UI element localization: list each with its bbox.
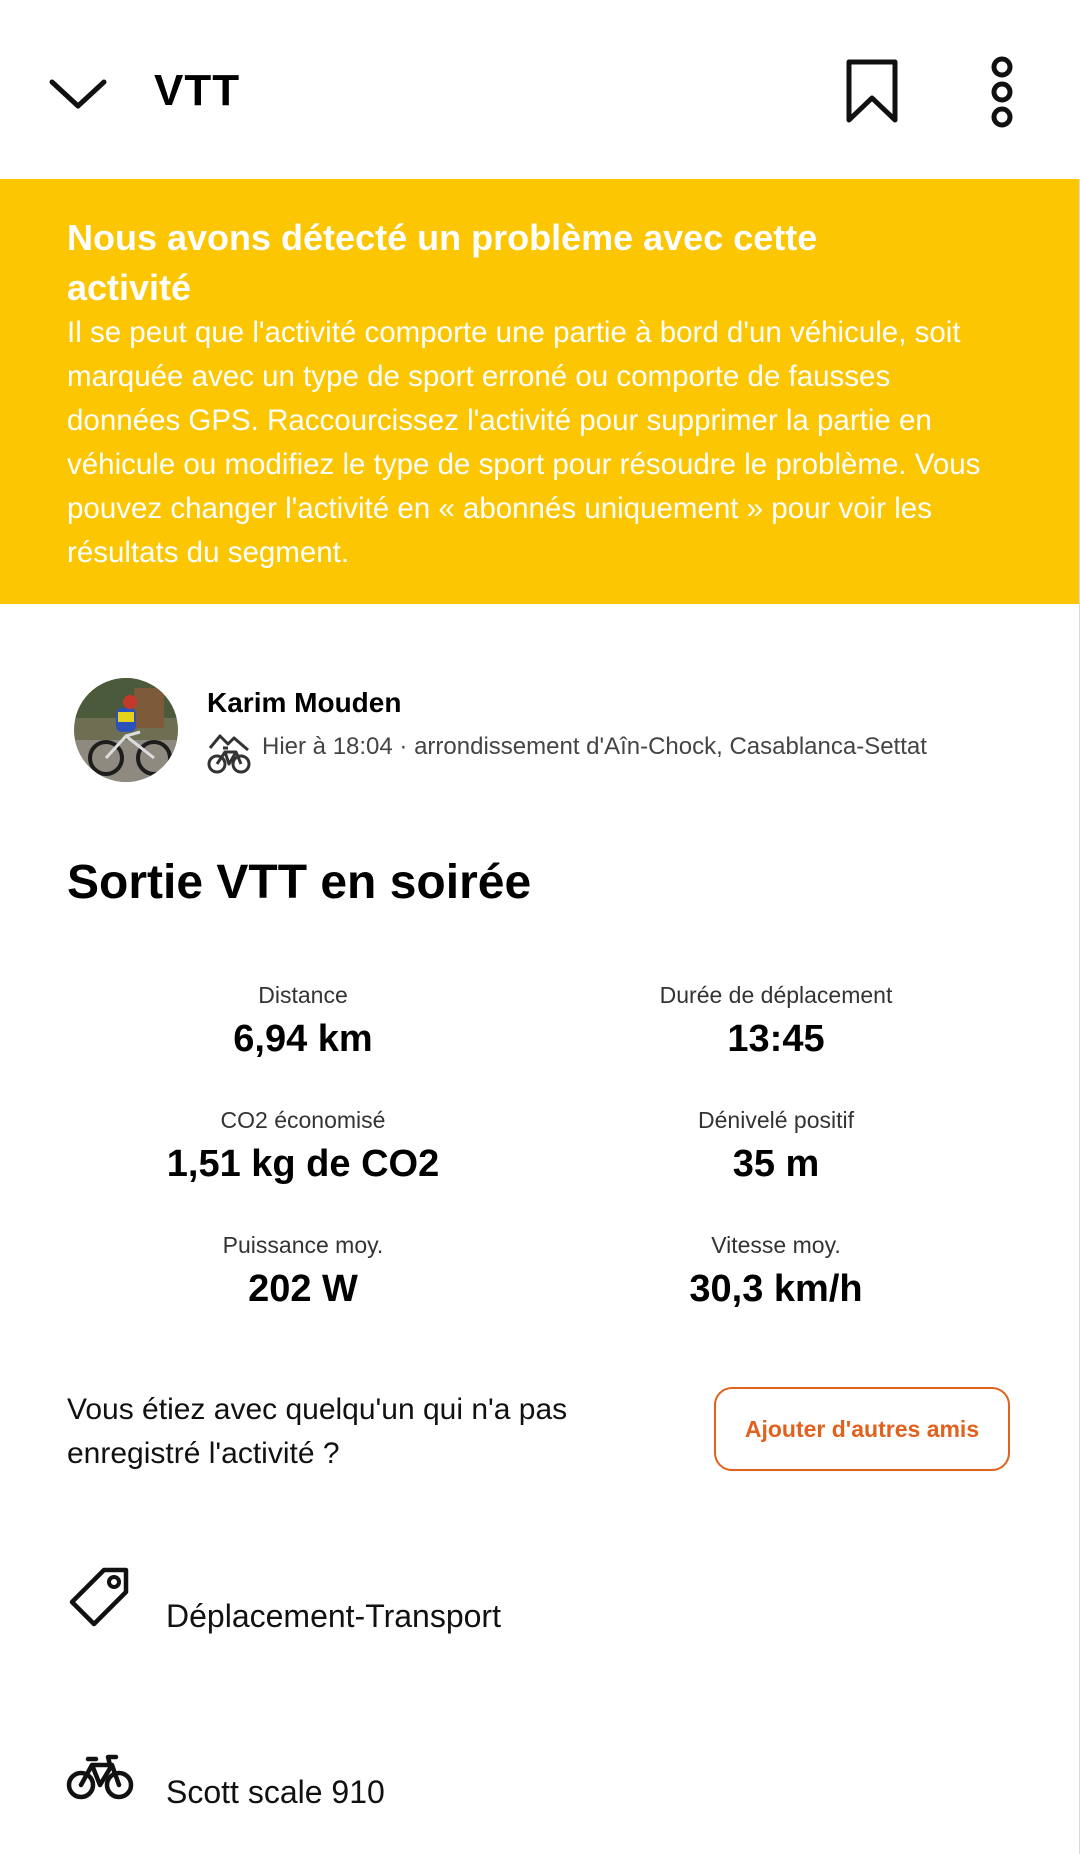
stat-label: Dénivelé positif bbox=[698, 1107, 854, 1133]
stat-distance bbox=[93, 980, 513, 1064]
stat-value: 1,51 kg de CO2 bbox=[166, 1143, 440, 1185]
activity-tag-label[interactable]: Déplacement-Transport bbox=[166, 1598, 501, 1634]
stat-value: 202 W bbox=[248, 1268, 358, 1310]
stat-label: CO2 économisé bbox=[220, 1107, 386, 1133]
avatar-photo bbox=[74, 678, 178, 782]
warning-title: Nous avons détecté un problème avec cette activité bbox=[67, 217, 818, 308]
stat-co2-saved bbox=[93, 1105, 513, 1189]
stat-value: 6,94 km bbox=[233, 1018, 373, 1060]
more-options-icon[interactable] bbox=[984, 56, 1020, 128]
stat-value: 30,3 km/h bbox=[689, 1268, 863, 1310]
with-others-prompt: Vous étiez avec quelqu'un qui n'a pas enregistré l'activité ? bbox=[67, 1393, 568, 1470]
stat-value: 13:45 bbox=[727, 1018, 825, 1060]
activity-detail bbox=[0, 179, 1080, 1854]
stat-moving-time bbox=[566, 980, 986, 1064]
activity-title: Sortie VTT en soirée bbox=[67, 856, 532, 909]
stat-label: Puissance moy. bbox=[222, 1232, 384, 1258]
stat-avg-power bbox=[93, 1230, 513, 1314]
activity-meta: Hier à 18:04 · arrondissement d'Aîn-Chock, Casablanca-Settat bbox=[262, 733, 927, 760]
athlete-name[interactable]: Karim Mouden bbox=[207, 687, 402, 718]
warning-message: Il se peut que l'activité comporte une partie à bord d'un véhicule, soit marquée avec un type de sport erroné ou comporte de fausses données GPS. Raccourcissez l'activité pour supprimer la partie en véhicule ou modifiez le type de sport pour résoudre le problème. Vous pouvez changer l'activité en « abonnés uniquement » pour voir les résultats du segment. bbox=[67, 316, 981, 569]
stat-label: Vitesse moy. bbox=[711, 1232, 841, 1258]
stat-avg-speed bbox=[566, 1230, 986, 1314]
top-bar bbox=[0, 0, 1080, 179]
gear-label[interactable]: Scott scale 910 bbox=[166, 1774, 385, 1810]
page-title: VTT bbox=[154, 66, 241, 115]
bookmark-icon[interactable] bbox=[844, 58, 900, 124]
mountain-bike-icon bbox=[206, 730, 252, 776]
chevron-down-icon[interactable] bbox=[48, 72, 108, 116]
stat-value: 35 m bbox=[732, 1143, 820, 1185]
tag-icon bbox=[66, 1562, 134, 1630]
warning-banner bbox=[0, 179, 1079, 604]
stat-elevation-gain bbox=[566, 1105, 986, 1189]
add-friends-button[interactable]: Ajouter d'autres amis bbox=[714, 1387, 1010, 1471]
bike-icon bbox=[66, 1739, 134, 1807]
stat-label: Distance bbox=[258, 982, 348, 1008]
stat-label: Durée de déplacement bbox=[659, 982, 893, 1008]
athlete-avatar[interactable] bbox=[74, 678, 178, 782]
